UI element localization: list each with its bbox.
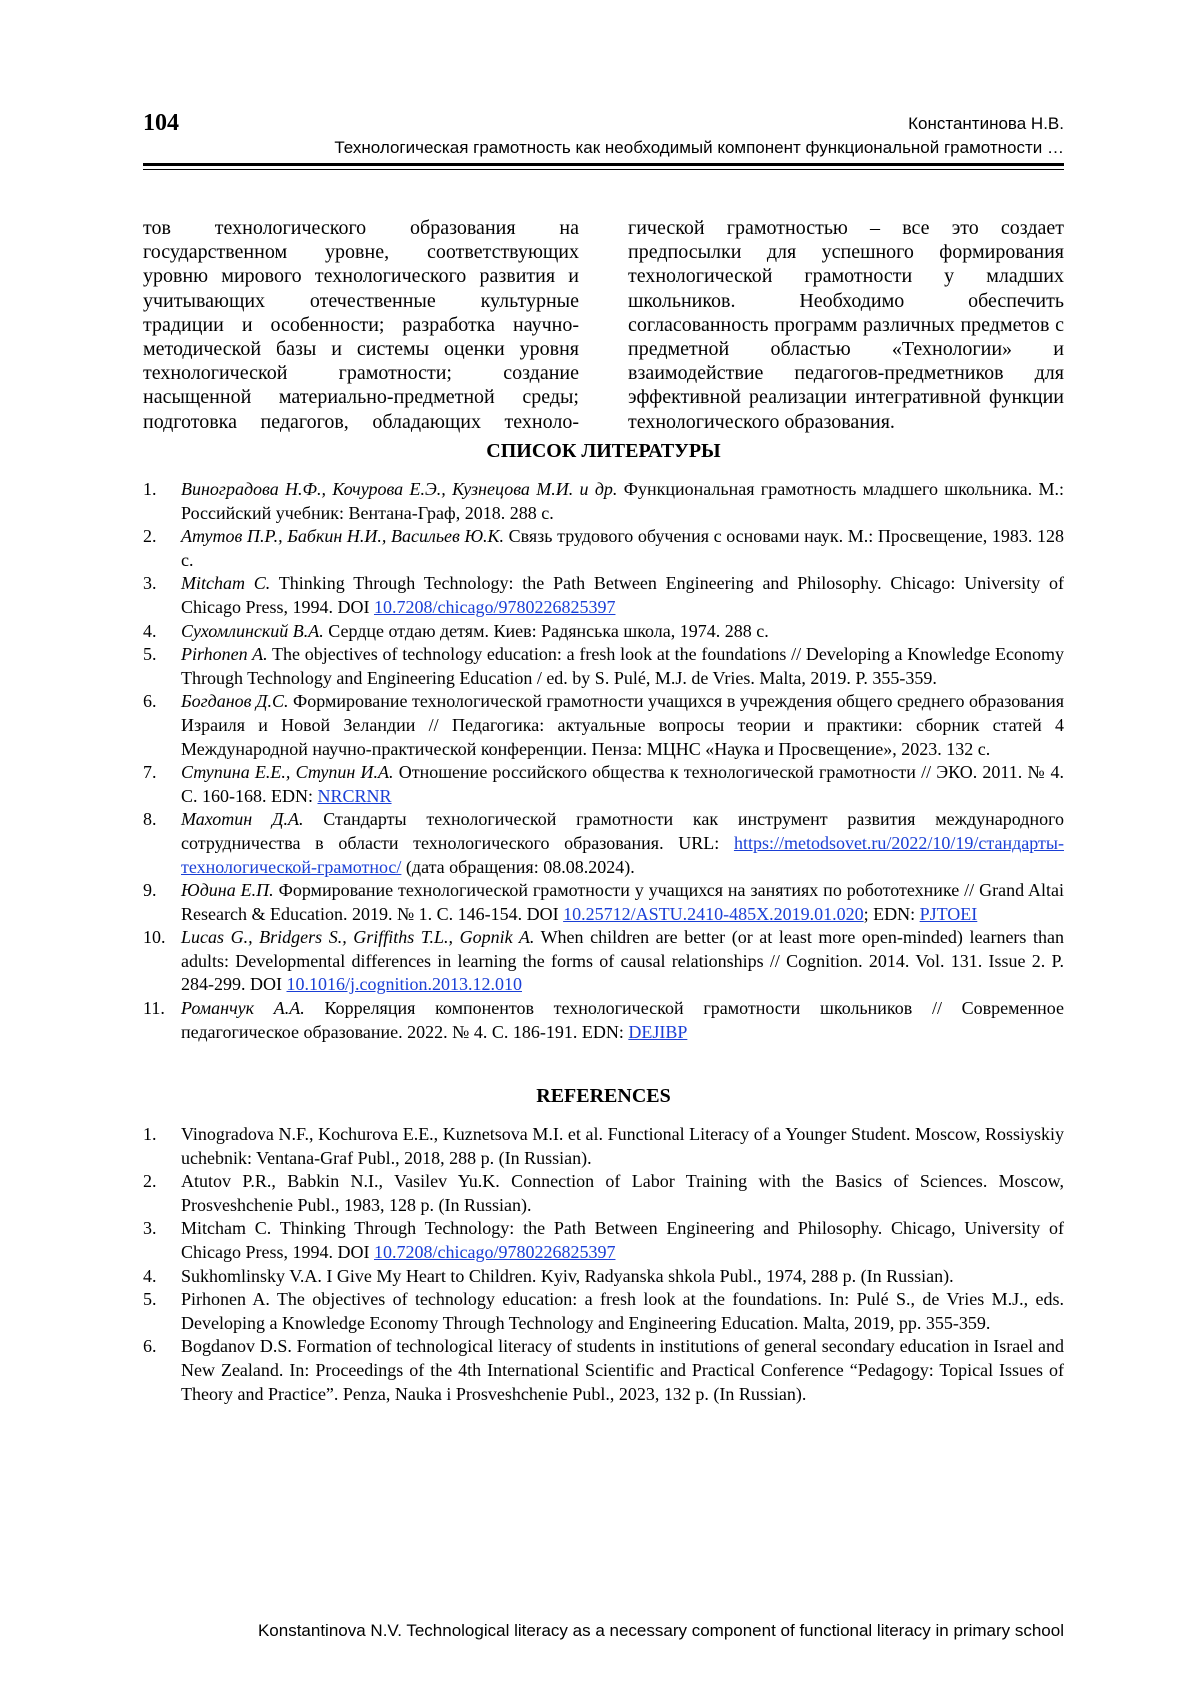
- reference-authors: Ступина Е.Е., Ступин И.А.: [181, 762, 394, 783]
- reference-text: The objectives of technology education: a fresh look at the foundations // Developing a Knowledge Economy Through Technology and Engineering Education / ed. by S. Pulé, M.J. de Vries. Malta, 2019. P. 355-359.: [181, 644, 1064, 688]
- reference-authors: Mitcham C.: [181, 573, 271, 594]
- reference-authors: Атутов П.Р., Бабкин Н.И., Васильев Ю.К.: [181, 526, 505, 547]
- reference-text: Sukhomlinsky V.A. I Give My Heart to Children. Kyiv, Radyanska shkola Publ., 1974, 288 p. (In Russian).: [181, 1265, 954, 1286]
- reference-text: Pirhonen A. The objectives of technology education: a fresh look at the foundations. In: Pulé S., de Vries M.J., eds. Developing a Knowledge Economy Through Technology and Engineering Education. Malta, 2019, pp. 355-359.: [181, 1289, 1064, 1333]
- reference-text-after: ; EDN:: [863, 903, 920, 924]
- reference-item: [143, 572, 1064, 619]
- header-rule-thick: [143, 163, 1064, 166]
- reference-number: 1.: [143, 479, 157, 499]
- reference-number: 1.: [143, 1124, 157, 1144]
- reference-link[interactable]: 10.1016/j.cognition.2013.12.010: [286, 974, 522, 995]
- references-heading: REFERENCES: [536, 1085, 671, 1107]
- reference-authors: Pirhonen A.: [181, 644, 268, 665]
- reference-item: [143, 643, 1064, 690]
- reference-item: [143, 1265, 1064, 1289]
- reference-text: Связь трудового обучения с основами наук. М.: Просвещение, 1983. 128 с.: [181, 526, 1065, 570]
- reference-number: 6.: [143, 691, 157, 712]
- reference-authors: Романчук А.А.: [181, 998, 305, 1019]
- reference-text: Отношение российского общества к технологической грамотности // ЭКО. 2011. № 4. С. 160-168. EDN:: [181, 762, 1064, 806]
- reference-text: Atutov P.R., Babkin N.I., Vasilev Yu.K. Connection of Labor Training with the Basics of Sciences. Moscow, Prosveshchenie Publ., 1983, 128 p. (In Russian).: [181, 1171, 1064, 1215]
- reference-link[interactable]: 10.7208/chicago/9780226825397: [373, 596, 616, 617]
- reference-authors: Богданов Д.С.: [181, 691, 289, 712]
- reference-number: 7.: [143, 762, 157, 783]
- literature-list: [143, 478, 1064, 1044]
- reference-number: 6.: [143, 1336, 157, 1357]
- left-column-text: тов технологического образования на государственном уровне, соответствующих уровню мирового технологического развития и учитывающих отечественные культурные традиции и особенности; разработка научно-методической базы и системы оценки уровня технологической грамотности; создание насыщенной материально-предметной среды; подготовка педагогов, обладающих техноло-: [143, 217, 579, 433]
- reference-item: [143, 926, 1064, 997]
- running-title: Технологическая грамотность как необходимый компонент функциональной грамотности …: [334, 138, 1064, 157]
- reference-number: 9.: [143, 880, 157, 901]
- reference-link[interactable]: DEJIBP: [628, 1021, 688, 1042]
- reference-link[interactable]: PJTOEI: [919, 903, 978, 924]
- reference-text: Vinogradova N.F., Kochurova E.E., Kuznetsova M.I. et al. Functional Literacy of a Younger Student. Moscow, Rossiyskiy uchebnik: Ventana-Graf Publ., 2018, 288 p. (In Russian).: [181, 1124, 1064, 1168]
- reference-item: [143, 1288, 1064, 1335]
- reference-number: 3.: [143, 1218, 157, 1239]
- reference-authors: Сухомлинский В.А.: [181, 620, 324, 641]
- reference-item: [143, 1335, 1064, 1406]
- reference-number: 2.: [143, 1171, 157, 1192]
- reference-text-after: (дата обращения: 08.08.2024).: [401, 856, 635, 877]
- reference-authors: Виноградова Н.Ф., Кочурова Е.Э., Кузнецова М.И. и др.: [181, 479, 618, 499]
- reference-text: Mitcham C. Thinking Through Technology: the Path Between Engineering and Philosophy. Chicago, University of Chicago Press, 1994. DOI: [181, 1218, 1064, 1262]
- reference-link[interactable]: https://metodsovet.ru/2022/10/19/стандарты-технологической-грамотнос/: [181, 832, 1064, 877]
- header-rule-thin: [143, 169, 1064, 170]
- reference-authors: Юдина Е.П.: [181, 880, 274, 901]
- reference-authors: Махотин Д.А.: [181, 809, 304, 830]
- reference-item: [143, 478, 1064, 525]
- body-columns: [143, 216, 1064, 434]
- reference-text: When children are better (or at least more open-minded) learners than adults: Developmental differences in learning the forms of causal relationships // Cognition. 2014. Vol. 131. Issue 2. P. 284-299. DOI: [181, 927, 1064, 995]
- references-list: [143, 1123, 1064, 1406]
- reference-text: Bogdanov D.S. Formation of technological literacy of students in institutions of general secondary education in Israel and New Zealand. In: Proceedings of the 4th International Scientific and Practical Conference “Pedagogy: Topical Issues of Theory and Practice”. Penza, Nauka i Prosveshchenie Publ., 2023, 132 p. (In Russian).: [181, 1336, 1064, 1404]
- reference-text: Сердце отдаю детям. Киев: Радянська школа, 1974. 288 с.: [323, 620, 769, 641]
- reference-number: 11.: [143, 998, 165, 1019]
- reference-text: Стандарты технологической грамотности как инструмент развития международного сотрудничества в области технологического образования. URL:: [181, 809, 1065, 853]
- reference-link[interactable]: 10.25712/ASTU.2410-485X.2019.01.020: [563, 903, 864, 924]
- page-header: [143, 110, 1064, 168]
- reference-number: 10.: [143, 927, 166, 948]
- reference-text: Функциональная грамотность младшего школьника. М.: Российский учебник: Вентана-Граф, 2018. 288 с.: [181, 479, 1064, 523]
- reference-item: [143, 690, 1064, 761]
- reference-number: 4.: [143, 1265, 157, 1286]
- reference-number: 4.: [143, 620, 157, 641]
- reference-item: [143, 997, 1064, 1044]
- reference-text: Формирование технологической грамотности учащихся в учреждения общего среднего образования Израиля и Новой Зеландии // Педагогика: актуальные вопросы теории и практики: сборник статей 4 Международной научно-практической конференции. Пенза: МЦНС «Наука и Просвещение», 2023. 132 с.: [181, 691, 1064, 759]
- reference-number: 8.: [143, 809, 157, 830]
- reference-item: [143, 620, 1064, 644]
- reference-number: 2.: [143, 526, 157, 547]
- reference-text: Формирование технологической грамотности у учащихся на занятиях по робототехнике // Grand Altai Research & Education. 2019. № 1. С. 146-154. DOI: [181, 880, 1064, 924]
- reference-item: [143, 879, 1064, 926]
- reference-item: [143, 808, 1064, 879]
- page-number: 104: [143, 110, 179, 136]
- reference-item: [143, 1123, 1064, 1170]
- page-footer: Konstantinova N.V. Technological literacy as a necessary component of functional literacy in primary school: [257, 1621, 1064, 1640]
- reference-text: Корреляция компонентов технологической грамотности школьников // Современное педагогическое образование. 2022. № 4. С. 186-191. EDN:: [181, 998, 1064, 1042]
- literature-heading: СПИСОК ЛИТЕРАТУРЫ: [486, 440, 721, 462]
- reference-number: 5.: [143, 644, 157, 665]
- reference-item: [143, 1170, 1064, 1217]
- reference-link[interactable]: 10.7208/chicago/9780226825397: [373, 1241, 616, 1262]
- reference-authors: Lucas G., Bridgers S., Griffiths T.L., Gopnik A.: [181, 927, 535, 948]
- reference-text: Thinking Through Technology: the Path Between Engineering and Philosophy. Chicago: University of Chicago Press, 1994. DOI: [181, 573, 1064, 617]
- header-author: Константинова Н.В.: [908, 114, 1064, 133]
- reference-number: 3.: [143, 573, 157, 594]
- right-column-text: гической грамотностью – все это создает предпосылки для успешного формирования технологической грамотности у младших школьников. Необходимо обеспечить согласованность программ различных предметов с предметной областью «Технологии» и взаимодействие педагогов-предметников для эффективной реализации интегративной функции технологического образования.: [628, 217, 1064, 433]
- reference-item: [143, 1217, 1064, 1264]
- reference-item: [143, 525, 1064, 572]
- reference-item: [143, 761, 1064, 808]
- reference-number: 5.: [143, 1289, 157, 1310]
- reference-link[interactable]: NRCRNR: [317, 785, 392, 806]
